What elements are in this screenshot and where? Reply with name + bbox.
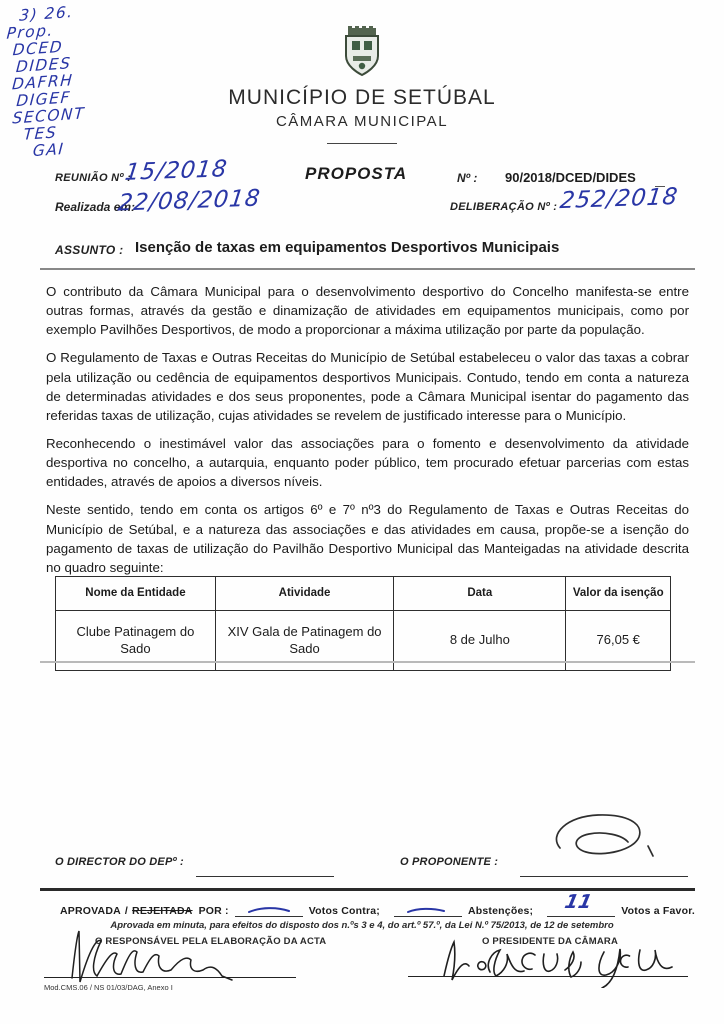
abstencoes-blank <box>394 901 462 917</box>
numero-value: 90/2018/DCED/DIDES <box>505 170 636 185</box>
municipality-title: MUNICÍPIO DE SETÚBAL <box>228 86 496 109</box>
cell-data: 8 de Julho <box>394 611 566 671</box>
paragraph: Reconhecendo o inestimável valor das associações para o fomento e desenvolvimento da atividade desportiva no concelho, a autarquia, enquanto poder público, tem procurado efetuar parcerias com estas entidades, através de apoios a diversos níveis. <box>46 435 689 490</box>
abstencoes-label: Abstenções; <box>468 905 534 917</box>
realizada-label: Realizada em: <box>55 200 136 214</box>
approval-section-divider <box>40 888 695 891</box>
table-bottom-scan-line <box>40 661 695 663</box>
responsavel-signature-line <box>44 977 296 978</box>
responsavel-label: O RESPONSÁVEL PELA ELABORAÇÃO DA ACTA <box>95 936 327 947</box>
document-body <box>46 282 689 586</box>
annotation-line: DIDES <box>15 54 72 77</box>
proponente-signature-line <box>520 876 688 877</box>
annotation-line: DIGEF <box>15 88 72 111</box>
paragraph: O contributo da Câmara Municipal para o desenvolvimento desportivo do Concelho manifesta-se entre outras formas, através da gestão e dinamização de atividades em equipamentos municipais, como por exemplo Pavilhões Desportivos, de modo a proporcionar a máxima utilização por parte da população. <box>46 284 689 338</box>
reuniao-label: REUNIÃO Nº : <box>55 172 132 184</box>
assunto-value: Isenção de taxas em equipamentos Desportivos Municipais <box>135 239 560 256</box>
presidente-signature-line <box>408 976 688 977</box>
paragraph: Neste sentido, tendo em conta os artigos 6º e 7º nº3 do Regulamento de Taxas e Outras Receitas do Município de Setúbal, e a natureza das associações e das atividades em causa, propõe-se a isenção do pagamento de taxas de utilização do Pavilhão Desportivo Municipal das Manteigadas na atividade descrita no quadro seguinte: <box>46 502 689 575</box>
annotation-line: TES <box>23 123 58 144</box>
header-atividade: Atividade <box>215 577 393 611</box>
minuta-note: Aprovada em minuta, para efeitos do disposto dos n.ºs 3 e 4, do art.º 57.º, da Lei N.º 75/2013, de 12 de setembro <box>110 920 614 931</box>
votos-favor-handwritten: 11 <box>562 891 595 913</box>
annotation-line: Prop. <box>5 21 55 43</box>
deliberacao-value-handwritten: 252/2018 <box>558 183 680 215</box>
votos-favor-label: Votos a Favor. <box>621 905 696 917</box>
annotation-line: DAFRH <box>11 71 74 94</box>
handwritten-dash-icon <box>247 905 291 915</box>
cell-atividade: XIV Gala de Patinagem do Sado <box>215 611 393 671</box>
crest-container <box>0 26 724 85</box>
reuniao-value-handwritten: 15/2018 <box>123 156 230 186</box>
camara-subtitle: CÂMARA MUNICIPAL <box>275 113 449 130</box>
header-data: Data <box>394 577 566 611</box>
numero-label: Nº : <box>457 171 478 185</box>
cell-valor: 76,05 € <box>566 611 671 671</box>
rejeitada-label-struck: REJEITADA <box>132 905 193 917</box>
annotation-line: GAI <box>32 139 66 161</box>
deliberacao-label: DELIBERAÇÃO Nº : <box>450 201 558 213</box>
setubal-coat-of-arms-icon <box>339 26 385 80</box>
votos-contra-label: Votos Contra; <box>308 905 380 917</box>
voting-row <box>60 891 696 917</box>
paragraph: O Regulamento de Taxas e Outras Receitas do Município de Setúbal estabeleceu o valor das taxas a cobrar pela utilização ou cedência de equipamentos desportivos Municipais. Contudo, tendo em conta a natureza de determinadas atividades e dos seus proponentes, pode a Câmara Municipal isentar do pagamento das referidas taxas de utilização, cujas atividades se revelem de justificado interesse para o Município. <box>46 350 689 423</box>
slash: / <box>124 905 129 917</box>
proponente-signature <box>540 810 660 872</box>
director-signature-line <box>196 876 334 877</box>
annotation-line: DCED <box>12 37 64 60</box>
header-divider <box>327 143 397 144</box>
assunto-divider <box>40 268 695 270</box>
aprovada-label: APROVADA <box>60 905 121 917</box>
header-valor: Valor da isenção <box>566 577 671 611</box>
votos-contra-blank <box>235 901 303 917</box>
votos-favor-blank <box>547 891 615 917</box>
presidente-label: O PRESIDENTE DA CÂMARA <box>482 936 618 947</box>
annotation-line: 3) 26. <box>18 2 75 25</box>
header-entidade: Nome da Entidade <box>56 577 216 611</box>
proposta-title: PROPOSTA <box>305 164 408 183</box>
annotation-line: SECONT <box>11 104 86 128</box>
proponente-label: O PROPONENTE : <box>400 856 499 868</box>
por-label: POR : <box>198 905 229 917</box>
exemption-table <box>55 576 671 671</box>
presidente-signature <box>432 936 680 988</box>
assunto-label: ASSUNTO : <box>55 243 124 257</box>
director-label: O DIRECTOR DO DEPº : <box>55 856 184 868</box>
table-header-row <box>56 577 671 611</box>
cell-entidade: Clube Patinagem do Sado <box>56 611 216 671</box>
handwritten-dash-icon <box>406 905 446 915</box>
realizada-value-handwritten: 22/08/2018 <box>116 185 263 217</box>
document-reference: Mod.CMS.06 / NS 01/03/DAG, Anexo I <box>44 983 173 992</box>
